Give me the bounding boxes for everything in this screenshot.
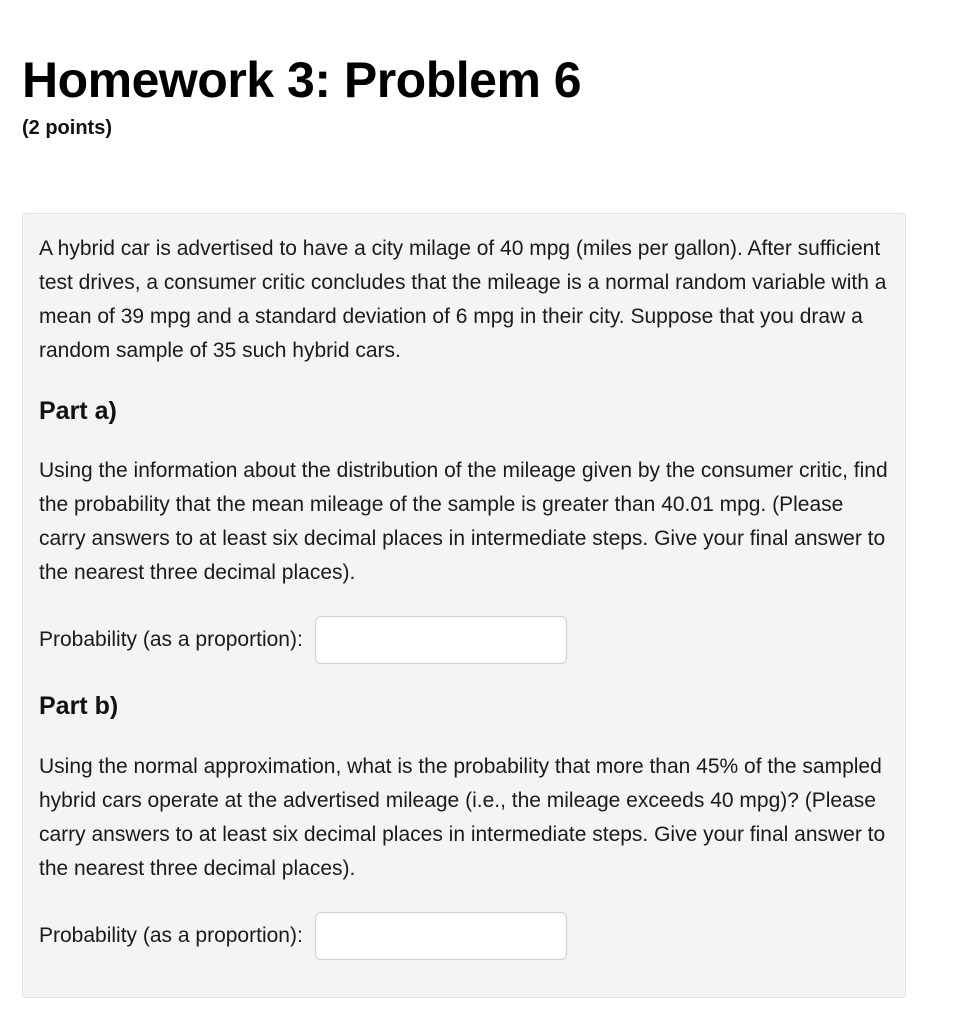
part-a-answer-input[interactable] — [316, 617, 567, 663]
part-a-text: Using the information about the distribution of the mileage given by the consumer critic, find the probability that the mean mileage of the sample is greater than 40.01 mpg. (Please carry answers to at least six decimal places in intermediate steps. Give your final answer to the nearest three decimal places). — [39, 459, 888, 584]
part-b-answer-input[interactable] — [316, 913, 567, 959]
part-b-text: Using the normal approximation, what is the probability that more than 45% of the sampled hybrid cars operate at the advertised mileage (i.e., the mileage exceeds 40 mpg)? (Please carry answers to at least six decimal places in intermediate steps. Give your final answer to the nearest three decimal places). — [39, 755, 886, 880]
part-b-answer-label: Probability (as a proportion): — [39, 924, 303, 947]
part-b-heading: Part b) — [39, 692, 119, 720]
part-b-answer-field — [315, 912, 567, 960]
part-a-answer-field — [315, 616, 567, 664]
part-a-answer-row — [39, 615, 889, 665]
problem-panel — [22, 213, 906, 998]
part-a-answer-label: Probability (as a proportion): — [39, 628, 303, 651]
problem-intro: A hybrid car is advertised to have a city milage of 40 mpg (miles per gallon). After sufficient test drives, a consumer critic concludes that the mileage is a normal random variable with a mean of 39 mpg and a standard deviation of 6 mpg in their city. Suppose that you draw a random sample of 35 such hybrid cars. — [39, 237, 887, 362]
part-a-heading: Part a) — [39, 397, 117, 425]
page-title: Homework 3: Problem 6 — [22, 52, 582, 108]
points-label: (2 points) — [22, 117, 112, 139]
part-b-answer-row — [39, 911, 889, 961]
